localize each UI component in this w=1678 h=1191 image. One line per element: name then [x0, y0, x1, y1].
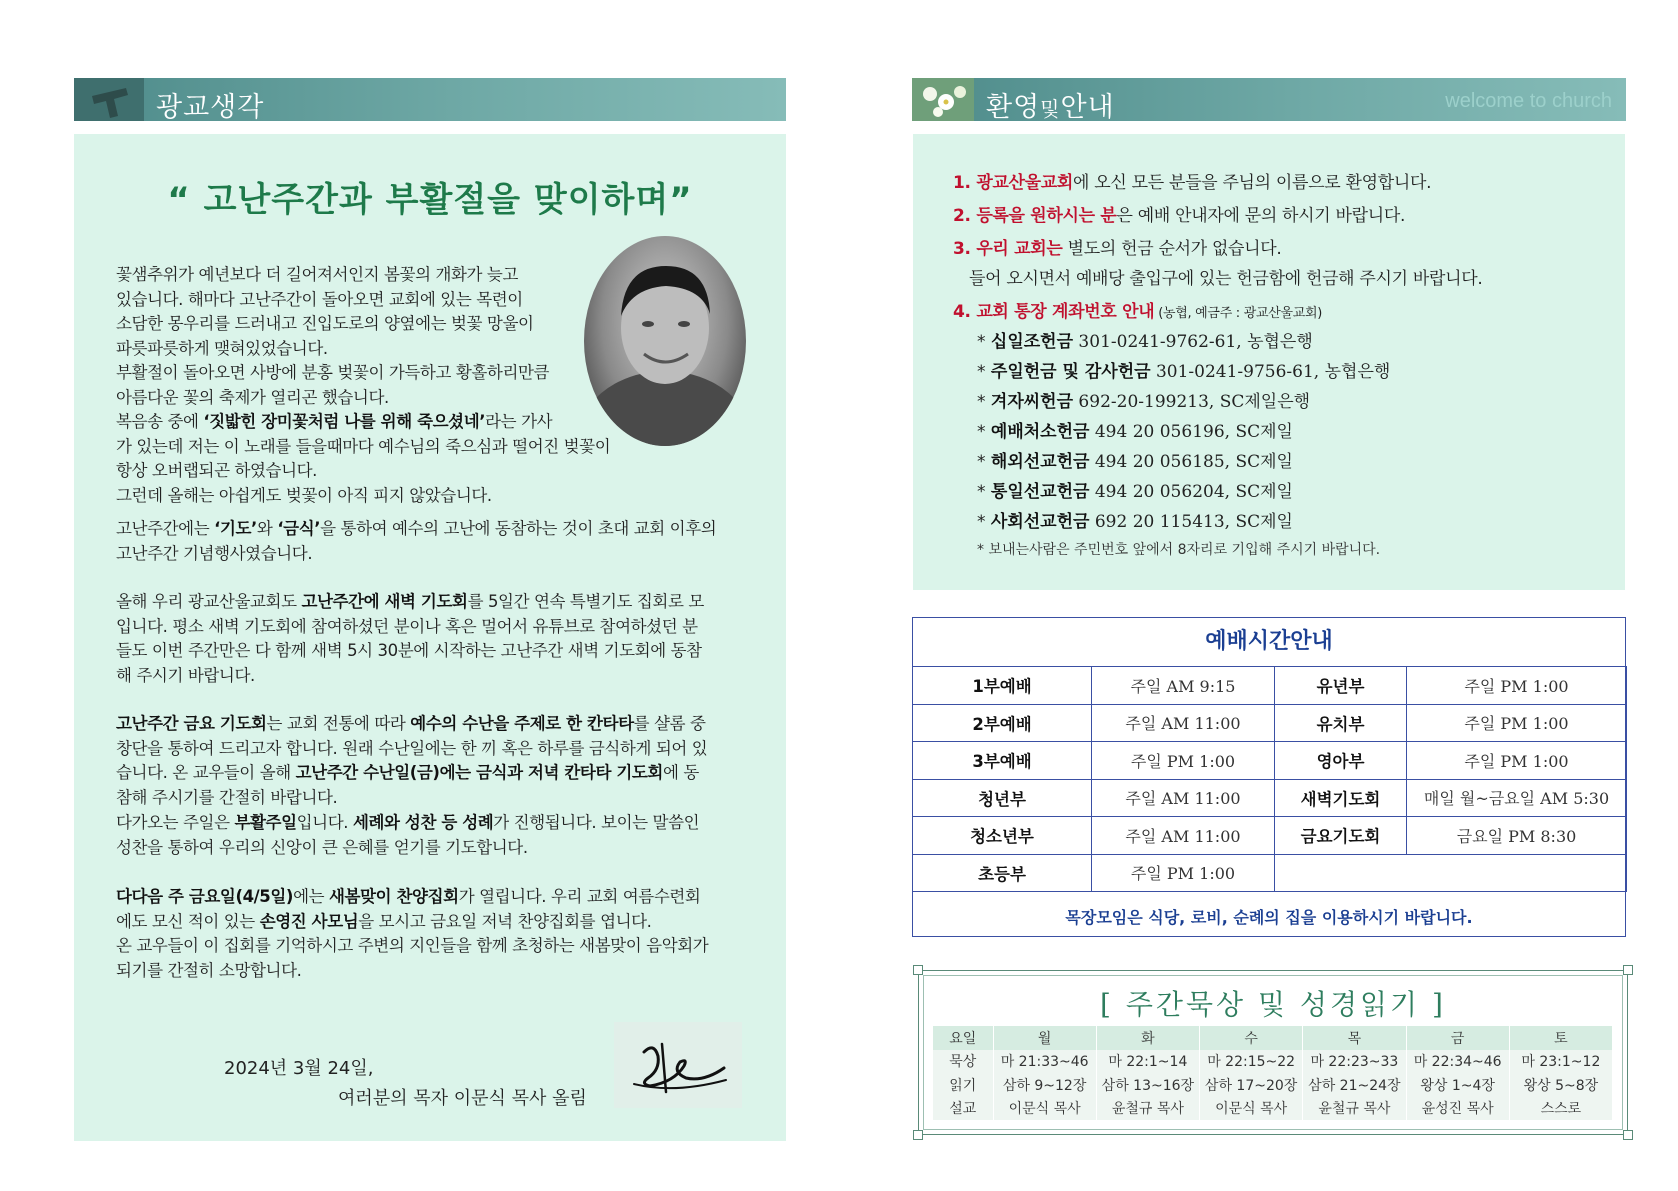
- service-name: 유년부: [1275, 667, 1407, 705]
- table-row: [913, 667, 1627, 705]
- day-header: 화: [1096, 1026, 1199, 1050]
- text-line: 고난주간 금요 기도회는 교회 전통에 따라 예수의 수난을 주제로 한 칸타타를 샬롬 중: [116, 714, 706, 733]
- welcome-line-1: 1. 광교산울교회에 오신 모든 분들을 주님의 이름으로 환영합니다.: [953, 173, 1432, 193]
- table-cell: 삼하 21~24장: [1303, 1073, 1406, 1097]
- table-cell: 윤철규 목사: [1096, 1097, 1199, 1121]
- service-time: 금요일 PM 8:30: [1407, 817, 1627, 855]
- text-line: 창단을 통하여 드리고자 합니다. 원래 수난일에는 한 끼 혹은 하루를 금식하게 되어 있: [116, 738, 708, 758]
- table-cell: 마 22:15~22: [1200, 1050, 1303, 1074]
- table-cell: 마 21:33~46: [993, 1050, 1096, 1074]
- frame-corner: [1623, 1130, 1633, 1140]
- account-unification-mission: * 통일선교헌금 494 20 056204, SC제일: [977, 482, 1293, 502]
- right-section-header: [912, 78, 1626, 121]
- day-header: 수: [1200, 1026, 1303, 1050]
- account-overseas-mission: * 해외선교헌금 494 20 056185, SC제일: [977, 452, 1293, 472]
- text-line: 습니다. 온 교우들이 올해 고난주간 수난일(금)에는 금식과 저녁 칸타타 기도회에 동: [116, 763, 699, 782]
- text-line: 부활절이 돌아오면 사방에 분홍 벚꽃이 가득하고 황홀하리만큼: [116, 363, 550, 382]
- signature-name: 여러분의 목자 이문식 목사 올림: [338, 1088, 587, 1109]
- table-cell: 이문식 목사: [1200, 1097, 1303, 1121]
- table-cell: 스스로: [1509, 1097, 1612, 1121]
- left-section-title: 광교생각: [156, 92, 265, 123]
- text-line: 들도 이번 주간만은 다 함께 새벽 5시 30분에 시작하는 고난주간 새벽 기도회에 동참: [116, 641, 702, 660]
- row-label: 설교: [933, 1097, 993, 1121]
- paragraph-spring-concert: [116, 885, 756, 983]
- service-name: 청년부: [913, 779, 1092, 817]
- table-row: [913, 704, 1627, 742]
- bible-reading-table: [933, 1026, 1613, 1120]
- table-cell: 윤성진 목사: [1406, 1097, 1509, 1121]
- text-line: 올해 우리 광교산울교회도 고난주간에 새벽 기도회를 5일간 연속 특별기도 집회로 모: [116, 592, 704, 611]
- article-title: “ 고난주간과 부활절을 맞이하며”: [167, 180, 693, 220]
- service-name: 유치부: [1275, 704, 1407, 742]
- day-header: 금: [1406, 1026, 1509, 1050]
- text-line: 참해 주시기를 간절히 바랍니다.: [116, 787, 338, 807]
- table-cell: 왕상 1~4장: [1406, 1073, 1509, 1097]
- row-label: 읽기: [933, 1073, 993, 1097]
- paragraph-prayer-fasting: [116, 517, 756, 566]
- worship-schedule-table: [912, 666, 1627, 892]
- service-name: 2부예배: [913, 704, 1092, 742]
- text-line: 꽃샘추위가 예년보다 더 길어져서인지 봄꽃의 개화가 늦고: [116, 265, 519, 284]
- text-line: 가 있는데 저는 이 노래를 들을때마다 예수님의 죽으심과 떨어진 벚꽃이: [116, 436, 611, 456]
- flower-icon: [912, 78, 974, 121]
- table-row: [913, 742, 1627, 780]
- day-header: 목: [1303, 1026, 1406, 1050]
- service-time: 주일 PM 1:00: [1407, 742, 1627, 780]
- table-cell: 마 23:1~12: [1509, 1050, 1612, 1074]
- left-section-header: [74, 78, 786, 121]
- pastor-column-panel: [74, 134, 786, 1141]
- table-row: [913, 779, 1627, 817]
- table-row: [933, 1097, 1613, 1121]
- text-line: 아름다운 꽃의 축제가 열리곤 했습니다.: [116, 387, 389, 407]
- welcome-line-4: 4. 교회 통장 계좌번호 안내 (농협, 예금주 : 광교산울교회): [953, 302, 1323, 322]
- table-row: [913, 817, 1627, 855]
- service-time: 주일 PM 1:00: [1407, 667, 1627, 705]
- welcome-info-panel: [913, 134, 1625, 590]
- text-line: 고난주간 기념행사였습니다.: [116, 543, 313, 563]
- table-cell: 마 22:1~14: [1096, 1050, 1199, 1074]
- paragraph-friday-cantata: [116, 712, 756, 810]
- text-line: 복음송 중에 ‘짓밟힌 장미꽃처럼 나를 위해 죽으셨네’라는 가사: [116, 412, 553, 431]
- frame-corner: [913, 965, 923, 975]
- table-cell: 삼하 9~12장: [993, 1073, 1096, 1097]
- day-header: 월: [993, 1026, 1096, 1050]
- service-time: 주일 PM 1:00: [1092, 742, 1275, 780]
- account-sunday-thanks: * 주일헌금 및 감사헌금 301-0241-9756-61, 농협은행: [977, 362, 1391, 382]
- table-cell: 왕상 5~8장: [1509, 1073, 1612, 1097]
- text-line: 되기를 간절히 소망합니다.: [116, 960, 302, 980]
- text-line: 입니다. 평소 새벽 기도회에 참여하셨던 분이나 혹은 멀어서 유튜브로 참여하셨던 분: [116, 616, 698, 636]
- table-row: [933, 1050, 1613, 1074]
- text-line: 온 교우들이 이 집회를 기억하시고 주변의 지인들을 함께 초청하는 새봄맞이 음악회가: [116, 936, 709, 955]
- text-line: 해 주시기 바랍니다.: [116, 665, 255, 685]
- text-line: 다다음 주 금요일(4/5일)에는 새봄맞이 찬양집회가 열립니다. 우리 교회 여름수련회: [116, 887, 701, 906]
- welcome-line-3b: 들어 오시면서 예배당 출입구에 있는 헌금함에 헌금해 주시기 바랍니다.: [969, 269, 1483, 289]
- handwritten-signature: [614, 1022, 742, 1108]
- text-line: 다가오는 주일은 부활주일입니다. 세례와 성찬 등 성례가 진행됩니다. 보이는 말씀인: [116, 813, 700, 832]
- empty-cell: [1275, 854, 1627, 892]
- text-line: 파릇파릇하게 맺혀있었습니다.: [116, 338, 328, 358]
- paragraph-dawn-prayer: [116, 590, 756, 688]
- worship-schedule-title: 예배시간안내: [1205, 629, 1333, 654]
- table-cell: 삼하 17~20장: [1200, 1073, 1303, 1097]
- row-label: 묵상: [933, 1050, 993, 1074]
- bible-reading-box: [918, 970, 1628, 1135]
- service-time: 주일 PM 1:00: [1407, 704, 1627, 742]
- text-line: 고난주간에는 ‘기도’와 ‘금식’을 통하여 예수의 고난에 동참하는 것이 초대 교회 이후의: [116, 519, 717, 538]
- account-tithe: * 십일조헌금 301-0241-9762-61, 농협은행: [977, 332, 1313, 352]
- signature-date: 2024년 3월 24일,: [224, 1058, 374, 1079]
- table-row: [913, 854, 1627, 892]
- frame-corner: [1623, 965, 1633, 975]
- service-time: 주일 AM 11:00: [1092, 817, 1275, 855]
- welcome-line-3: 3. 우리 교회는 별도의 헌금 순서가 없습니다.: [953, 239, 1282, 259]
- table-cell: 이문식 목사: [993, 1097, 1096, 1121]
- account-worship-place: * 예배처소헌금 494 20 056196, SC제일: [977, 422, 1293, 442]
- text-line: 성찬을 통하여 우리의 신앙이 큰 은혜를 얻기를 기도합니다.: [116, 837, 528, 857]
- service-time: 주일 PM 1:00: [1092, 854, 1275, 892]
- service-name: 청소년부: [913, 817, 1092, 855]
- account-mustard-seed: * 겨자씨헌금 692-20-199213, SC제일은행: [977, 392, 1311, 412]
- table-cell: 윤철규 목사: [1303, 1097, 1406, 1121]
- text-line: 있습니다. 해마다 고난주간이 돌아오면 교회에 있는 목련이: [116, 289, 523, 309]
- text-line: 항상 오버랩되곤 하였습니다.: [116, 461, 318, 480]
- service-time: 매일 월~금요일 AM 5:30: [1407, 779, 1627, 817]
- service-name: 영아부: [1275, 742, 1407, 780]
- service-name: 초등부: [913, 854, 1092, 892]
- day-header: 요일: [933, 1026, 993, 1050]
- service-name: 금요기도회: [1275, 817, 1407, 855]
- worship-schedule-note: 목장모임은 식당, 로비, 순례의 집을 이용하시기 바랍니다.: [1065, 908, 1473, 927]
- bible-reading-title: [ 주간묵상 및 성경읽기 ]: [1100, 988, 1446, 1021]
- service-time: 주일 AM 11:00: [1092, 779, 1275, 817]
- paragraph-spring-blossoms: [116, 263, 756, 508]
- service-time: 주일 AM 9:15: [1092, 667, 1275, 705]
- welcome-to-church-text: welcome to church: [1445, 90, 1612, 112]
- service-name: 새벽기도회: [1275, 779, 1407, 817]
- table-header-row: [933, 1026, 1613, 1050]
- welcome-line-2: 2. 등록을 원하시는 분은 예배 안내자에 문의 하시기 바랍니다.: [953, 206, 1406, 226]
- paragraph-easter-sunday: [116, 811, 756, 860]
- table-cell: 삼하 13~16장: [1096, 1073, 1199, 1097]
- worship-schedule-box: [912, 617, 1626, 937]
- account-footnote: * 보내는사람은 주민번호 앞에서 8자리로 기입해 주시기 바랍니다.: [977, 542, 1381, 558]
- cross-icon: [74, 78, 144, 121]
- service-name: 3부예배: [913, 742, 1092, 780]
- service-name: 1부예배: [913, 667, 1092, 705]
- table-row: [933, 1073, 1613, 1097]
- text-line: 에도 모신 적이 있는 손영진 사모님을 모시고 금요일 저녁 찬양집회를 엽니다.: [116, 911, 652, 931]
- table-cell: 마 22:23~33: [1303, 1050, 1406, 1074]
- text-line: 그런데 올해는 아쉽게도 벚꽃이 아직 피지 않았습니다.: [116, 485, 492, 505]
- table-cell: 마 22:34~46: [1406, 1050, 1509, 1074]
- service-time: 주일 AM 11:00: [1092, 704, 1275, 742]
- text-line: 소담한 몽우리를 드러내고 진입도로의 양옆에는 벚꽃 망울이: [116, 314, 534, 333]
- day-header: 토: [1509, 1026, 1612, 1050]
- right-section-title: 환영및안내: [986, 92, 1115, 123]
- frame-corner: [913, 1130, 923, 1140]
- account-social-mission: * 사회선교헌금 692 20 115413, SC제일: [977, 512, 1293, 532]
